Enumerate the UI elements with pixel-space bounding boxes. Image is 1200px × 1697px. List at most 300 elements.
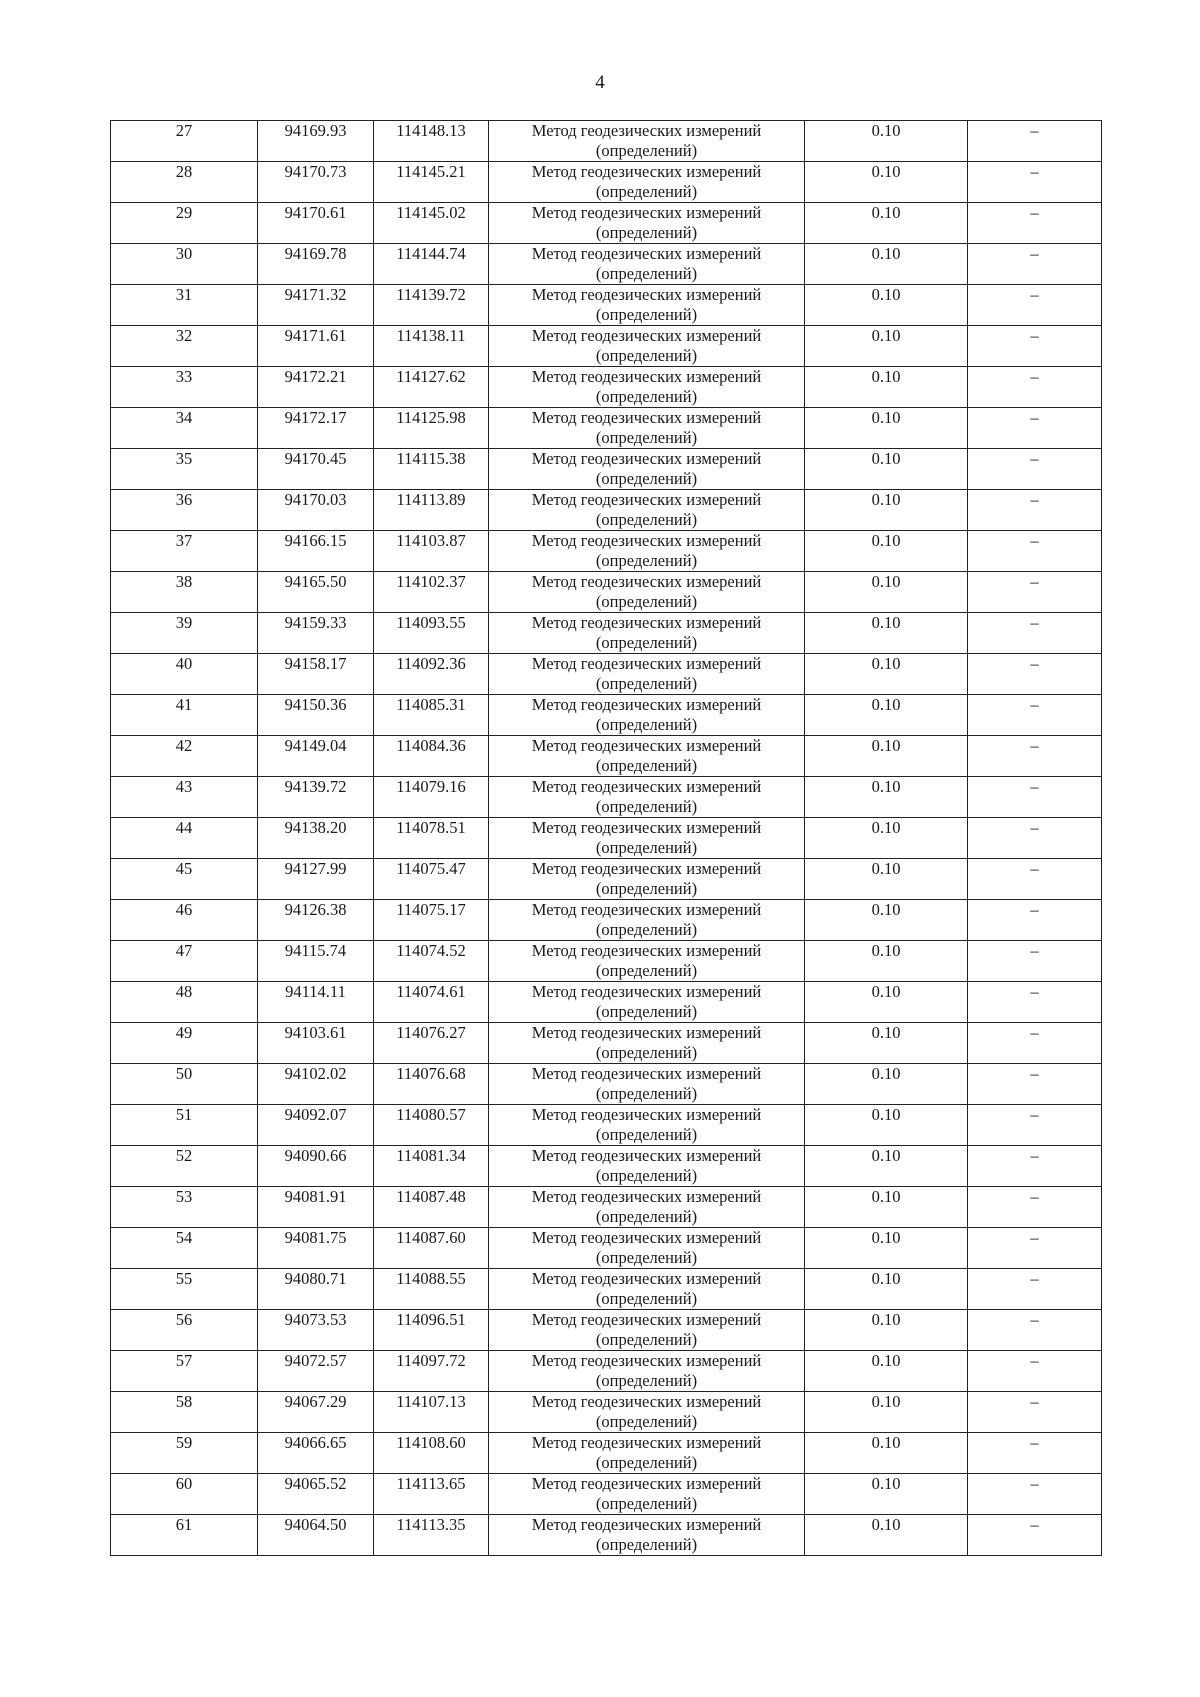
table-row: [111, 900, 1102, 941]
point-number-cell: 38: [111, 572, 258, 613]
coordinate-x-cell: 94066.65: [258, 1433, 374, 1474]
coordinate-y-cell: 114087.60: [374, 1228, 489, 1269]
point-number-cell: 55: [111, 1269, 258, 1310]
table-row: [111, 1023, 1102, 1064]
table-row: [111, 1392, 1102, 1433]
method-line-1: Метод геодезических измерений: [531, 203, 762, 222]
method-line-1: Метод геодезических измерений: [531, 654, 762, 673]
coordinate-x-cell: 94103.61: [258, 1023, 374, 1064]
coordinate-y-cell: 114115.38: [374, 449, 489, 490]
table-row: [111, 777, 1102, 818]
coordinate-x-cell: 94170.73: [258, 162, 374, 203]
table-row: [111, 244, 1102, 285]
method-line-1: Метод геодезических измерений: [531, 1105, 762, 1124]
method-line-1: Метод геодезических измерений: [531, 244, 762, 263]
description-cell: –: [968, 1105, 1102, 1146]
description-cell: –: [968, 1351, 1102, 1392]
method-line-1: Метод геодезических измерений: [531, 1269, 762, 1288]
method-cell: [489, 244, 805, 285]
coordinate-y-cell: 114081.34: [374, 1146, 489, 1187]
method-line-1: Метод геодезических измерений: [531, 449, 762, 468]
accuracy-cell: 0.10: [805, 1064, 968, 1105]
coordinate-x-cell: 94166.15: [258, 531, 374, 572]
coordinate-x-cell: 94172.17: [258, 408, 374, 449]
description-cell: –: [968, 367, 1102, 408]
coordinate-x-cell: 94139.72: [258, 777, 374, 818]
method-line-2: (определений): [595, 141, 698, 160]
method-line-2: (определений): [595, 1043, 698, 1062]
table-row: [111, 1228, 1102, 1269]
coordinate-y-cell: 114092.36: [374, 654, 489, 695]
coordinate-x-cell: 94171.32: [258, 285, 374, 326]
method-line-1: Метод геодезических измерений: [531, 1187, 762, 1206]
table-row: [111, 408, 1102, 449]
accuracy-cell: 0.10: [805, 572, 968, 613]
point-number-cell: 37: [111, 531, 258, 572]
description-cell: –: [968, 285, 1102, 326]
coordinate-x-cell: 94170.03: [258, 490, 374, 531]
coordinate-x-cell: 94067.29: [258, 1392, 374, 1433]
method-line-1: Метод геодезических измерений: [531, 777, 762, 796]
accuracy-cell: 0.10: [805, 203, 968, 244]
coordinate-x-cell: 94169.93: [258, 121, 374, 162]
coordinate-y-cell: 114097.72: [374, 1351, 489, 1392]
accuracy-cell: 0.10: [805, 1474, 968, 1515]
coordinate-y-cell: 114088.55: [374, 1269, 489, 1310]
accuracy-cell: 0.10: [805, 285, 968, 326]
table-row: [111, 531, 1102, 572]
table-row: [111, 121, 1102, 162]
method-line-1: Метод геодезических измерений: [531, 1515, 762, 1534]
method-line-2: (определений): [595, 838, 698, 857]
coordinate-y-cell: 114076.68: [374, 1064, 489, 1105]
method-line-1: Метод геодезических измерений: [531, 490, 762, 509]
coordinate-y-cell: 114113.35: [374, 1515, 489, 1556]
accuracy-cell: 0.10: [805, 162, 968, 203]
description-cell: –: [968, 1515, 1102, 1556]
method-line-1: Метод геодезических измерений: [531, 982, 762, 1001]
coordinate-x-cell: 94065.52: [258, 1474, 374, 1515]
method-cell: [489, 1392, 805, 1433]
method-line-2: (определений): [595, 469, 698, 488]
coordinate-y-cell: 114125.98: [374, 408, 489, 449]
method-line-1: Метод геодезических измерений: [531, 572, 762, 591]
table-row: [111, 367, 1102, 408]
coordinate-y-cell: 114074.61: [374, 982, 489, 1023]
method-cell: [489, 818, 805, 859]
method-line-2: (определений): [595, 1289, 698, 1308]
method-line-1: Метод геодезических измерений: [531, 1433, 762, 1452]
method-line-1: Метод геодезических измерений: [531, 1064, 762, 1083]
coordinate-x-cell: 94064.50: [258, 1515, 374, 1556]
table-row: [111, 1310, 1102, 1351]
coordinate-y-cell: 114127.62: [374, 367, 489, 408]
accuracy-cell: 0.10: [805, 654, 968, 695]
method-cell: [489, 531, 805, 572]
method-line-1: Метод геодезических измерений: [531, 859, 762, 878]
description-cell: –: [968, 1146, 1102, 1187]
method-cell: [489, 1023, 805, 1064]
method-cell: [489, 1187, 805, 1228]
description-cell: –: [968, 982, 1102, 1023]
method-line-1: Метод геодезических измерений: [531, 531, 762, 550]
coordinate-y-cell: 114079.16: [374, 777, 489, 818]
table-row: [111, 1146, 1102, 1187]
method-line-2: (определений): [595, 428, 698, 447]
accuracy-cell: 0.10: [805, 408, 968, 449]
description-cell: –: [968, 1228, 1102, 1269]
method-cell: [489, 572, 805, 613]
point-number-cell: 52: [111, 1146, 258, 1187]
table-row: [111, 1269, 1102, 1310]
coordinate-x-cell: 94149.04: [258, 736, 374, 777]
description-cell: –: [968, 1269, 1102, 1310]
description-cell: –: [968, 859, 1102, 900]
coordinate-x-cell: 94126.38: [258, 900, 374, 941]
accuracy-cell: 0.10: [805, 982, 968, 1023]
point-number-cell: 57: [111, 1351, 258, 1392]
coordinate-y-cell: 114084.36: [374, 736, 489, 777]
table-row: [111, 162, 1102, 203]
coordinate-x-cell: 94092.07: [258, 1105, 374, 1146]
method-cell: [489, 1146, 805, 1187]
coordinate-x-cell: 94081.75: [258, 1228, 374, 1269]
method-line-1: Метод геодезических измерений: [531, 900, 762, 919]
accuracy-cell: 0.10: [805, 1187, 968, 1228]
coordinate-x-cell: 94158.17: [258, 654, 374, 695]
point-number-cell: 44: [111, 818, 258, 859]
accuracy-cell: 0.10: [805, 1392, 968, 1433]
table-row: [111, 859, 1102, 900]
point-number-cell: 42: [111, 736, 258, 777]
description-cell: –: [968, 695, 1102, 736]
coordinate-x-cell: 94114.11: [258, 982, 374, 1023]
description-cell: –: [968, 326, 1102, 367]
method-line-1: Метод геодезических измерений: [531, 408, 762, 427]
method-line-2: (определений): [595, 961, 698, 980]
method-line-2: (определений): [595, 797, 698, 816]
table-row: [111, 1105, 1102, 1146]
method-line-1: Метод геодезических измерений: [531, 1023, 762, 1042]
accuracy-cell: 0.10: [805, 613, 968, 654]
coordinate-y-cell: 114093.55: [374, 613, 489, 654]
coordinate-y-cell: 114074.52: [374, 941, 489, 982]
description-cell: –: [968, 203, 1102, 244]
point-number-cell: 41: [111, 695, 258, 736]
point-number-cell: 47: [111, 941, 258, 982]
method-cell: [489, 162, 805, 203]
point-number-cell: 54: [111, 1228, 258, 1269]
description-cell: –: [968, 162, 1102, 203]
coordinate-y-cell: 114076.27: [374, 1023, 489, 1064]
point-number-cell: 45: [111, 859, 258, 900]
method-line-1: Метод геодезических измерений: [531, 121, 762, 140]
accuracy-cell: 0.10: [805, 1228, 968, 1269]
method-line-2: (определений): [595, 1412, 698, 1431]
accuracy-cell: 0.10: [805, 1310, 968, 1351]
table-row: [111, 449, 1102, 490]
coordinate-y-cell: 114103.87: [374, 531, 489, 572]
description-cell: –: [968, 818, 1102, 859]
point-number-cell: 43: [111, 777, 258, 818]
method-cell: [489, 1064, 805, 1105]
coordinate-x-cell: 94170.45: [258, 449, 374, 490]
method-cell: [489, 941, 805, 982]
coordinates-table-body: [111, 121, 1102, 1556]
description-cell: –: [968, 244, 1102, 285]
method-line-1: Метод геодезических измерений: [531, 695, 762, 714]
method-line-2: (определений): [595, 510, 698, 529]
method-line-2: (определений): [595, 1002, 698, 1021]
description-cell: –: [968, 408, 1102, 449]
point-number-cell: 60: [111, 1474, 258, 1515]
point-number-cell: 48: [111, 982, 258, 1023]
method-line-1: Метод геодезических измерений: [531, 1392, 762, 1411]
coordinate-x-cell: 94072.57: [258, 1351, 374, 1392]
method-cell: [489, 449, 805, 490]
method-line-1: Метод геодезических измерений: [531, 1146, 762, 1165]
description-cell: –: [968, 900, 1102, 941]
coordinate-y-cell: 114085.31: [374, 695, 489, 736]
coordinate-x-cell: 94102.02: [258, 1064, 374, 1105]
point-number-cell: 34: [111, 408, 258, 449]
coordinate-y-cell: 114107.13: [374, 1392, 489, 1433]
accuracy-cell: 0.10: [805, 1105, 968, 1146]
point-number-cell: 39: [111, 613, 258, 654]
description-cell: –: [968, 1392, 1102, 1433]
method-line-2: (определений): [595, 920, 698, 939]
method-cell: [489, 777, 805, 818]
table-row: [111, 982, 1102, 1023]
method-line-2: (определений): [595, 223, 698, 242]
table-row: [111, 736, 1102, 777]
table-row: [111, 285, 1102, 326]
accuracy-cell: 0.10: [805, 859, 968, 900]
method-cell: [489, 654, 805, 695]
method-line-1: Метод геодезических измерений: [531, 941, 762, 960]
table-row: [111, 941, 1102, 982]
coordinate-x-cell: 94138.20: [258, 818, 374, 859]
method-cell: [489, 859, 805, 900]
table-row: [111, 1433, 1102, 1474]
accuracy-cell: 0.10: [805, 777, 968, 818]
coordinate-y-cell: 114113.89: [374, 490, 489, 531]
point-number-cell: 61: [111, 1515, 258, 1556]
method-line-2: (определений): [595, 1494, 698, 1513]
description-cell: –: [968, 531, 1102, 572]
method-line-1: Метод геодезических измерений: [531, 736, 762, 755]
accuracy-cell: 0.10: [805, 367, 968, 408]
point-number-cell: 28: [111, 162, 258, 203]
method-cell: [489, 695, 805, 736]
coordinate-y-cell: 114075.47: [374, 859, 489, 900]
method-line-2: (определений): [595, 756, 698, 775]
coordinate-x-cell: 94090.66: [258, 1146, 374, 1187]
method-line-1: Метод геодезических измерений: [531, 818, 762, 837]
table-row: [111, 1187, 1102, 1228]
point-number-cell: 58: [111, 1392, 258, 1433]
table-row: [111, 613, 1102, 654]
point-number-cell: 50: [111, 1064, 258, 1105]
method-line-2: (определений): [595, 1248, 698, 1267]
point-number-cell: 59: [111, 1433, 258, 1474]
table-row: [111, 203, 1102, 244]
method-line-2: (определений): [595, 264, 698, 283]
point-number-cell: 40: [111, 654, 258, 695]
description-cell: –: [968, 613, 1102, 654]
point-number-cell: 29: [111, 203, 258, 244]
coordinate-x-cell: 94159.33: [258, 613, 374, 654]
accuracy-cell: 0.10: [805, 1269, 968, 1310]
coordinate-y-cell: 114078.51: [374, 818, 489, 859]
coordinate-y-cell: 114108.60: [374, 1433, 489, 1474]
coordinate-y-cell: 114087.48: [374, 1187, 489, 1228]
method-line-2: (определений): [595, 1084, 698, 1103]
description-cell: –: [968, 777, 1102, 818]
point-number-cell: 31: [111, 285, 258, 326]
method-line-2: (определений): [595, 592, 698, 611]
coordinate-y-cell: 114139.72: [374, 285, 489, 326]
point-number-cell: 33: [111, 367, 258, 408]
point-number-cell: 53: [111, 1187, 258, 1228]
method-line-1: Метод геодезических измерений: [531, 1474, 762, 1493]
coordinate-y-cell: 114080.57: [374, 1105, 489, 1146]
accuracy-cell: 0.10: [805, 1023, 968, 1064]
accuracy-cell: 0.10: [805, 818, 968, 859]
point-number-cell: 36: [111, 490, 258, 531]
method-cell: [489, 1310, 805, 1351]
method-cell: [489, 1228, 805, 1269]
coordinate-x-cell: 94127.99: [258, 859, 374, 900]
accuracy-cell: 0.10: [805, 1146, 968, 1187]
method-cell: [489, 900, 805, 941]
accuracy-cell: 0.10: [805, 121, 968, 162]
method-line-1: Метод геодезических измерений: [531, 613, 762, 632]
method-cell: [489, 121, 805, 162]
method-line-2: (определений): [595, 551, 698, 570]
coordinates-table: [110, 120, 1102, 1556]
description-cell: –: [968, 121, 1102, 162]
description-cell: –: [968, 941, 1102, 982]
method-line-2: (определений): [595, 1330, 698, 1349]
method-line-1: Метод геодезических измерений: [531, 1228, 762, 1247]
point-number-cell: 51: [111, 1105, 258, 1146]
coordinate-y-cell: 114145.21: [374, 162, 489, 203]
accuracy-cell: 0.10: [805, 449, 968, 490]
point-number-cell: 32: [111, 326, 258, 367]
method-line-2: (определений): [595, 1166, 698, 1185]
coordinate-x-cell: 94165.50: [258, 572, 374, 613]
method-line-2: (определений): [595, 633, 698, 652]
description-cell: –: [968, 490, 1102, 531]
method-cell: [489, 1474, 805, 1515]
point-number-cell: 49: [111, 1023, 258, 1064]
coordinate-x-cell: 94170.61: [258, 203, 374, 244]
coordinate-x-cell: 94172.21: [258, 367, 374, 408]
table-row: [111, 326, 1102, 367]
method-line-2: (определений): [595, 1535, 698, 1554]
coordinate-y-cell: 114102.37: [374, 572, 489, 613]
coordinate-x-cell: 94081.91: [258, 1187, 374, 1228]
method-cell: [489, 367, 805, 408]
method-cell: [489, 1433, 805, 1474]
method-line-2: (определений): [595, 1371, 698, 1390]
point-number-cell: 56: [111, 1310, 258, 1351]
method-cell: [489, 203, 805, 244]
method-cell: [489, 613, 805, 654]
method-cell: [489, 1105, 805, 1146]
coordinate-x-cell: 94150.36: [258, 695, 374, 736]
method-line-1: Метод геодезических измерений: [531, 1351, 762, 1370]
coordinate-y-cell: 114148.13: [374, 121, 489, 162]
table-row: [111, 1351, 1102, 1392]
accuracy-cell: 0.10: [805, 490, 968, 531]
table-row: [111, 818, 1102, 859]
page-number: 4: [595, 72, 605, 93]
table-row: [111, 490, 1102, 531]
description-cell: –: [968, 654, 1102, 695]
table-row: [111, 1474, 1102, 1515]
coordinate-x-cell: 94080.71: [258, 1269, 374, 1310]
description-cell: –: [968, 572, 1102, 613]
method-cell: [489, 1269, 805, 1310]
table-row: [111, 695, 1102, 736]
table-row: [111, 1064, 1102, 1105]
accuracy-cell: 0.10: [805, 941, 968, 982]
coordinate-y-cell: 114145.02: [374, 203, 489, 244]
method-line-1: Метод геодезических измерений: [531, 1310, 762, 1329]
method-line-2: (определений): [595, 387, 698, 406]
method-line-1: Метод геодезических измерений: [531, 326, 762, 345]
method-cell: [489, 736, 805, 777]
coordinate-y-cell: 114075.17: [374, 900, 489, 941]
table-row: [111, 572, 1102, 613]
coordinate-y-cell: 114096.51: [374, 1310, 489, 1351]
method-cell: [489, 326, 805, 367]
method-cell: [489, 490, 805, 531]
accuracy-cell: 0.10: [805, 1433, 968, 1474]
point-number-cell: 46: [111, 900, 258, 941]
coordinate-x-cell: 94171.61: [258, 326, 374, 367]
method-line-2: (определений): [595, 182, 698, 201]
description-cell: –: [968, 1064, 1102, 1105]
method-line-2: (определений): [595, 879, 698, 898]
coordinate-x-cell: 94073.53: [258, 1310, 374, 1351]
accuracy-cell: 0.10: [805, 736, 968, 777]
description-cell: –: [968, 736, 1102, 777]
method-line-2: (определений): [595, 1125, 698, 1144]
method-line-2: (определений): [595, 305, 698, 324]
description-cell: –: [968, 1187, 1102, 1228]
accuracy-cell: 0.10: [805, 900, 968, 941]
method-cell: [489, 1351, 805, 1392]
coordinate-y-cell: 114144.74: [374, 244, 489, 285]
accuracy-cell: 0.10: [805, 695, 968, 736]
method-line-1: Метод геодезических измерений: [531, 285, 762, 304]
method-line-1: Метод геодезических измерений: [531, 367, 762, 386]
accuracy-cell: 0.10: [805, 1351, 968, 1392]
coordinate-y-cell: 114138.11: [374, 326, 489, 367]
method-cell: [489, 285, 805, 326]
description-cell: –: [968, 1310, 1102, 1351]
accuracy-cell: 0.10: [805, 1515, 968, 1556]
method-line-2: (определений): [595, 674, 698, 693]
point-number-cell: 35: [111, 449, 258, 490]
method-line-2: (определений): [595, 715, 698, 734]
method-cell: [489, 1515, 805, 1556]
point-number-cell: 27: [111, 121, 258, 162]
accuracy-cell: 0.10: [805, 326, 968, 367]
